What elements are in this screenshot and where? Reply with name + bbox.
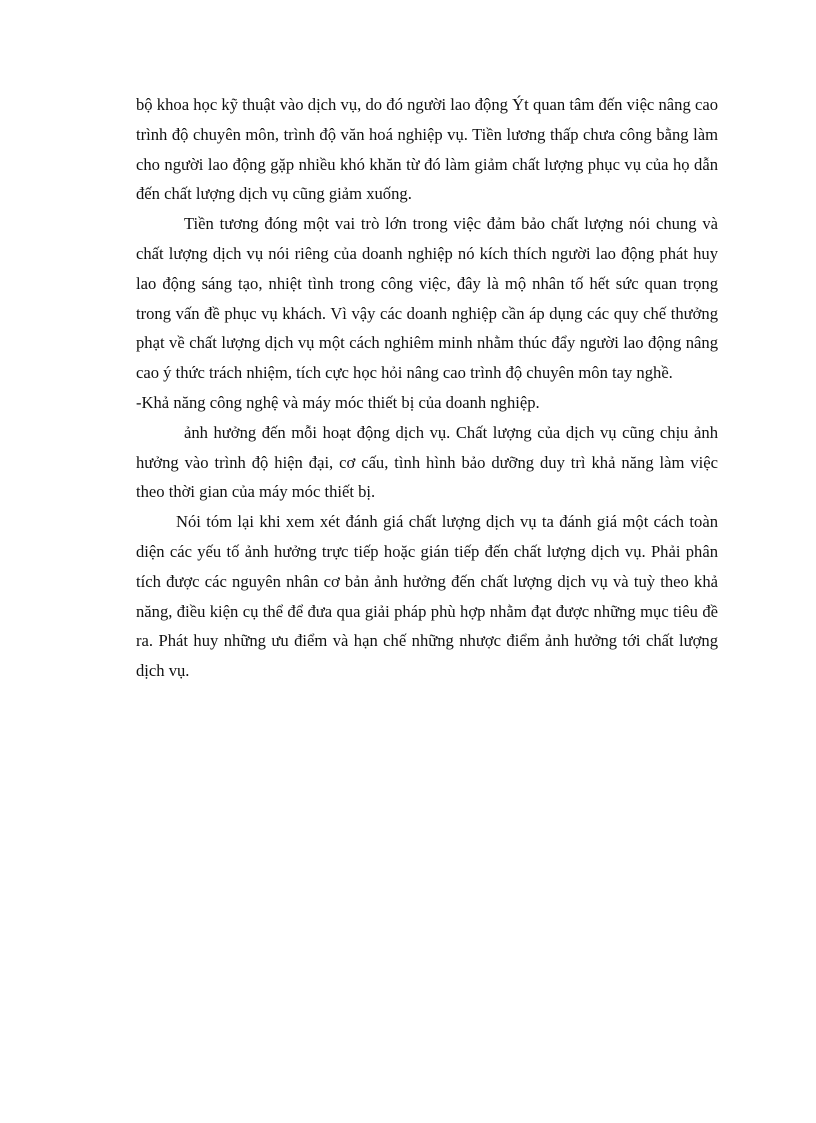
body-text xyxy=(136,90,718,686)
paragraph-salary-role: Tiền tương đóng một vai trò lớn trong việc đảm bảo chất lượng nói chung và chất lượng dịch vụ nói riêng của doanh nghiệp nó kích thích người lao động phát huy lao động sáng tạo, nhiệt tình trong công việc, đây là mộ nhân tố hết sức quan trọng trong vấn đề phục vụ khách. Vì vậy các doanh nghiệp cần áp dụng các quy chế thưởng phạt về chất lượng dịch vụ một cách nghiêm minh nhằm thúc đẩy người lao động nâng cao ý thức trách nhiệm, tích cực học hỏi nâng cao trình độ chuyên môn tay nghề. xyxy=(136,214,718,383)
paragraph-continuation: bộ khoa học kỹ thuật vào dịch vụ, do đó người lao động Ýt quan tâm đến việc nâng cao trình độ chuyên môn, trình độ văn hoá nghiệp vụ. Tiền lương thấp chưa công bằng làm cho người lao động gặp nhiều khó khăn từ đó làm giảm chất lượng phục vụ của họ dẫn đến chất lượng dịch vụ cũng giảm xuống. xyxy=(136,95,718,204)
paragraph-equipment-impact: ảnh hưởng đến mỗi hoạt động dịch vụ. Chất lượng của dịch vụ cũng chịu ảnh hưởng vào trình độ hiện đại, cơ cấu, tình hình bảo dưỡng duy trì khả năng làm việc theo thời gian của máy móc thiết bị. xyxy=(136,422,718,502)
bullet-technology-equipment: -Khả năng công nghệ và máy móc thiết bị của doanh nghiệp. xyxy=(136,392,540,412)
paragraph-conclusion: Nói tóm lại khi xem xét đánh giá chất lượng dịch vụ ta đánh giá một cách toàn diện các yếu tố ảnh hưởng trực tiếp hoặc gián tiếp đến chất lượng dịch vụ. Phải phân tích được các nguyên nhân cơ bản ảnh hưởng đến chất lượng dịch vụ và tuỳ theo khả năng, điều kiện cụ thể để đưa qua giải pháp phù hợp nhằm đạt được những mục tiêu đề ra. Phát huy những ưu điểm và hạn chế những nhược điểm ảnh hưởng tới chất lượng dịch vụ. xyxy=(136,512,718,681)
